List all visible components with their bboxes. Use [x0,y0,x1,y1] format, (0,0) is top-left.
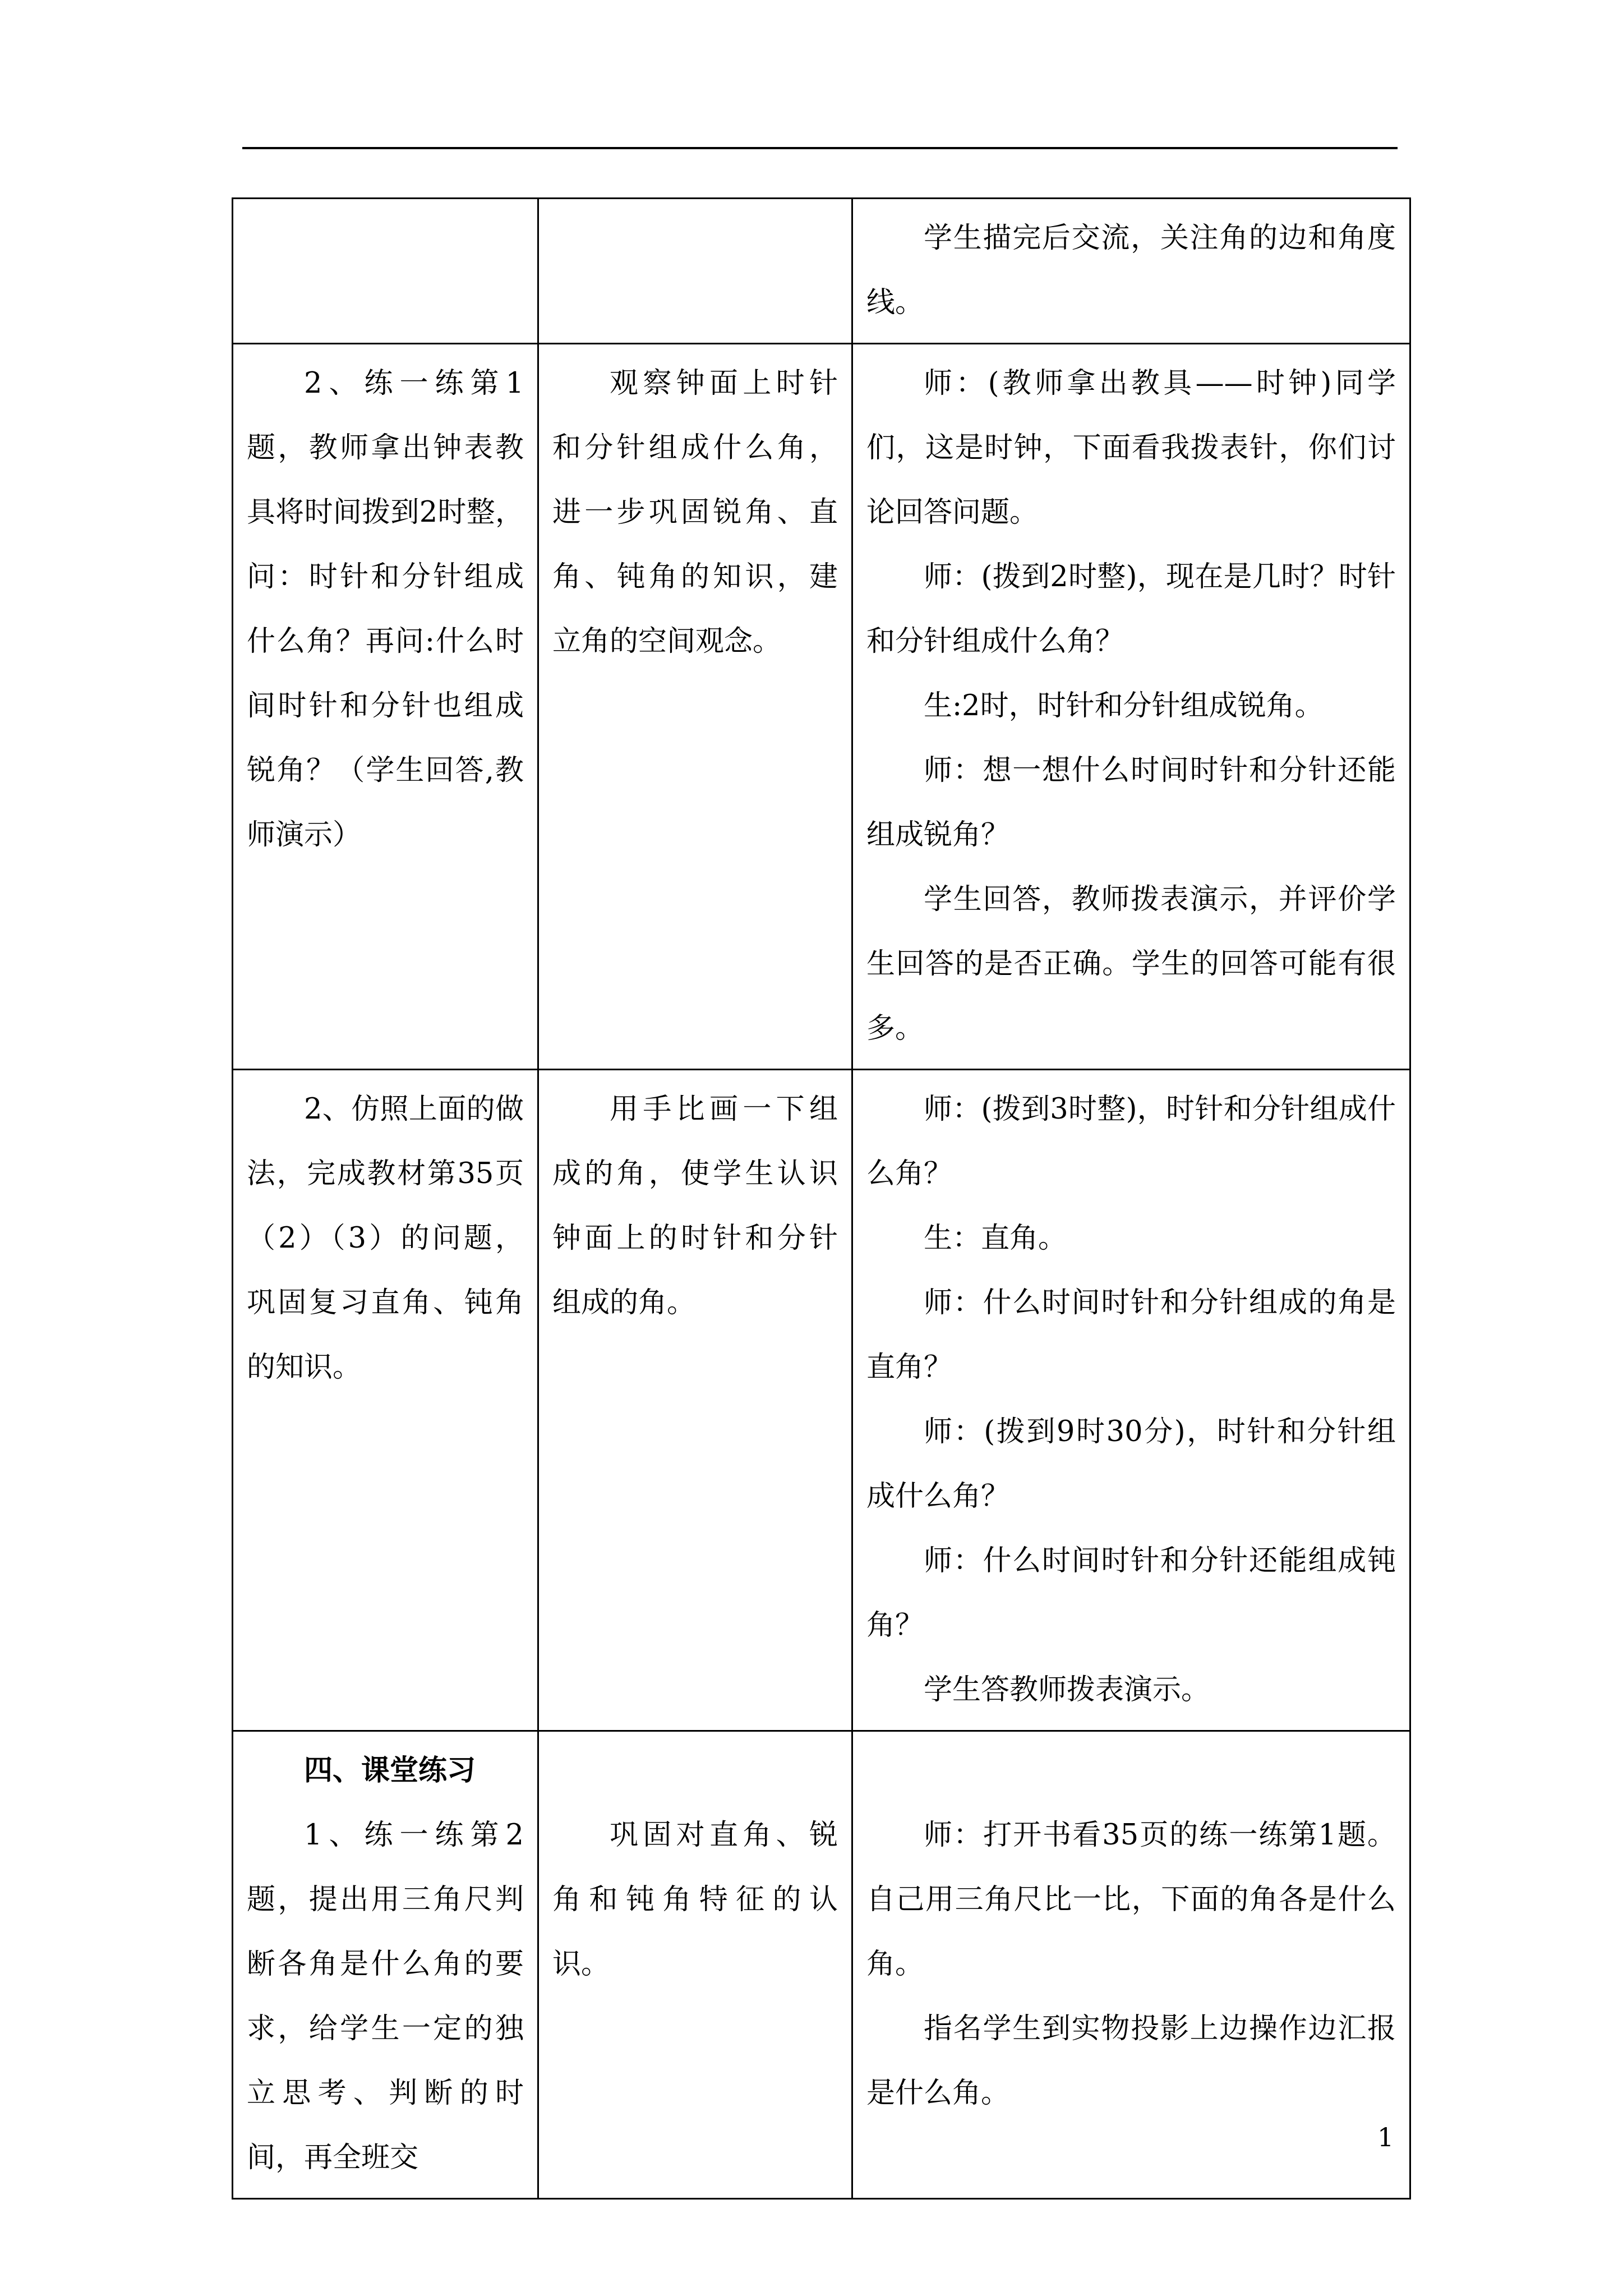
activity-cell [233,1731,538,2199]
activity-paragraph: 2、练一练第1题，教师拿出钟表教具将时间拨到2时整，问：时针和分针组成什么角？再问:什么时间时针和分针也组成锐角？（学生回答,教师演示） [247,367,524,852]
activity-cell [233,344,538,1070]
intent-cell [538,1731,852,2199]
table-row [233,1731,1410,2199]
process-cell [852,1070,1410,1731]
intent-paragraph: 巩固对直角、锐角和钝角特征的认识。 [552,1819,838,1981]
process-cell [852,199,1410,344]
lesson-plan-table [232,197,1411,2200]
process-paragraph: 学生回答，教师拨表演示，并评价学生回答的是否正确。学生的回答可能有很多。 [866,883,1396,1045]
process-paragraph: 生：直角。 [924,1222,1067,1255]
intent-paragraph: 观察钟面上时针和分针组成什么角，进一步巩固锐角、直角、钝角的知识，建立角的空间观念。 [552,367,838,658]
process-cell [852,344,1410,1070]
process-paragraph: 师：(拨到9时30分)，时针和分针组成什么角？ [866,1415,1396,1513]
header-rule [242,147,1398,149]
table-row [233,1070,1410,1731]
process-paragraph: 师：(拨到3时整)，时针和分针组成什么角？ [866,1093,1396,1190]
process-paragraph: 生:2时，时针和分针组成锐角。 [924,689,1324,723]
process-paragraph: 学生描完后交流，关注角的边和角度线。 [866,222,1396,319]
process-paragraph: 师：(教师拿出教具——时钟)同学们，这是时钟，下面看我拨表针，你们讨论回答问题。 [866,367,1396,529]
intent-cell [538,344,852,1070]
section-title: 四、课堂练习 [304,1754,476,1787]
page-number: 1 [1377,2122,1394,2152]
process-paragraph: 师：什么时间时针和分针还能组成钝角？ [866,1544,1396,1642]
activity-cell [233,1070,538,1731]
table-row [233,199,1410,344]
process-cell [852,1731,1410,2199]
activity-paragraph: 1、练一练第2题，提出用三角尺判断各角是什么角的要求，给学生一定的独立思考、判断的时间，再全班交 [247,1819,524,2174]
process-paragraph: 师：想一想什么时间时针和分针还能组成锐角？ [866,754,1396,852]
process-paragraph: 指名学生到实物投影上边操作边汇报是什么角。 [866,2012,1396,2110]
intent-cell [538,1070,852,1731]
process-paragraph: 师：打开书看35页的练一练第1题。自己用三角尺比一比，下面的角各是什么角。 [866,1819,1396,1981]
table-row [233,344,1410,1070]
process-paragraph: 学生答教师拨表演示。 [924,1673,1210,1706]
intent-paragraph: 用手比画一下组成的角，使学生认识钟面上的时针和分针组成的角。 [552,1093,838,1319]
process-paragraph: 师：什么时间时针和分针组成的角是直角？ [866,1286,1396,1384]
activity-paragraph: 2、仿照上面的做法，完成教材第35页（2）（3）的问题，巩固复习直角、钝角的知识。 [247,1093,524,1384]
process-paragraph: 师：(拨到2时整)，现在是几时？时针和分针组成什么角？ [866,560,1396,658]
activity-cell [233,199,538,344]
intent-cell [538,199,852,344]
